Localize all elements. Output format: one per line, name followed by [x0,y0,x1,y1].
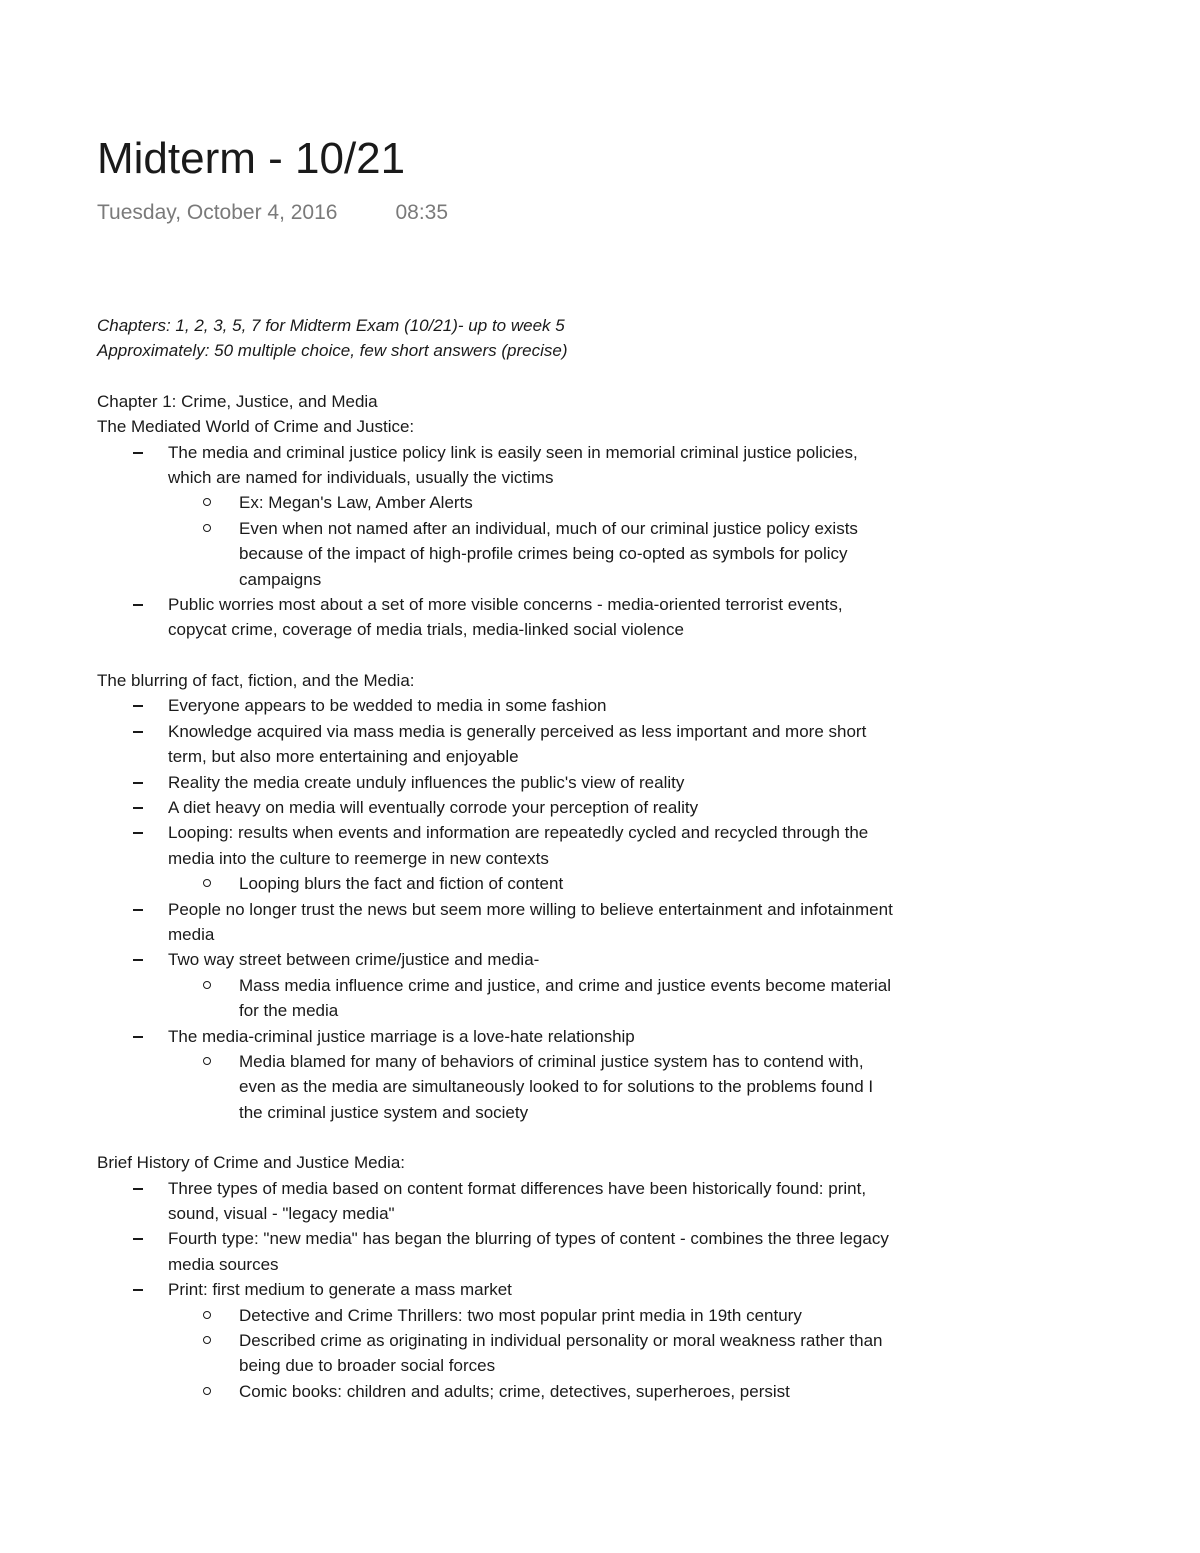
page-meta [97,198,448,228]
intro-line-2: Approximately: 50 multiple choice, few short answers (precise) [97,341,568,361]
list-item-text: People no longer trust the news but seem more willing to believe entertainment and infotainment media [168,899,893,944]
section-heading: The blurring of fact, fiction, and the Media: [97,670,415,690]
sub-bullet-list [168,871,897,896]
sub-list-item: Comic books: children and adults; crime, detectives, superheroes, persist [168,1379,897,1404]
sub-bullet-list [168,973,897,1024]
bullet-list [97,693,897,1125]
list-item-text: A diet heavy on media will eventually corrode your perception of reality [168,797,699,817]
bullet-list [97,440,897,643]
note-body [97,313,897,1404]
list-item-text: The media-criminal justice marriage is a love-hate relationship [168,1026,635,1046]
list-item-text: Public worries most about a set of more visible concerns - media-oriented terrorist events, copycat crime, coverage of media trials, media-linked social violence [168,595,843,640]
list-item [97,440,897,592]
page-date: Tuesday, October 4, 2016 [97,201,338,224]
list-item [97,820,897,896]
section-heading: The Mediated World of Crime and Justice: [97,417,415,437]
list-item-text: Three types of media based on content format differences have been historically found: print, sound, visual - "legacy media" [168,1178,867,1223]
list-item [97,947,897,1023]
list-item-text: Two way street between crime/justice and media- [168,950,540,970]
sub-list-item: Described crime as originating in individual personality or moral weakness rather than being due to broader social forces [168,1328,897,1379]
sub-bullet-list [168,490,897,592]
list-item [97,592,897,643]
bullet-list [97,1176,897,1405]
list-item-text: Looping: results when events and information are repeatedly cycled and recycled through the media into the culture to reemerge in new contexts [168,823,869,868]
sub-list-item: Mass media influence crime and justice, and crime and justice events become material for the media [168,973,897,1024]
page-time: 08:35 [395,201,449,224]
list-item [97,897,897,948]
sub-list-item: Media blamed for many of behaviors of criminal justice system has to contend with, even as the media are simultaneously looked to for solutions to the problems found I the criminal justice system and society [168,1049,897,1125]
intro-line-1: Chapters: 1, 2, 3, 5, 7 for Midterm Exam (10/21)- up to week 5 [97,316,565,335]
chapter-heading: Chapter 1: Crime, Justice, and Media [97,391,378,411]
page-title: Midterm - 10/21 [97,134,406,183]
sub-list-item: Detective and Crime Thrillers: two most popular print media in 19th century [168,1303,897,1328]
list-item-text: Knowledge acquired via mass media is generally perceived as less important and more short term, but also more entertaining and enjoyable [168,721,867,767]
list-item [97,1176,897,1227]
list-item-text: Reality the media create unduly influences the public's view of reality [168,772,685,792]
list-item-text: Fourth type: "new media" has began the blurring of types of content - combines the three legacy media sources [168,1229,889,1274]
sub-list-item: Ex: Megan's Law, Amber Alerts [168,490,897,515]
sub-list-item: Even when not named after an individual, much of our criminal justice policy exists because of the impact of high-profile crimes being co-opted as symbols for policy campaigns [168,516,897,592]
sub-list-item: Looping blurs the fact and fiction of content [168,871,897,896]
sub-bullet-list [168,1303,897,1405]
list-item-text: Print: first medium to generate a mass market [168,1280,512,1300]
list-item [97,693,897,718]
list-item [97,1024,897,1126]
list-item-text: The media and criminal justice policy link is easily seen in memorial criminal justice policies, which are named for individuals, usually the victims [168,442,858,488]
list-item [97,719,897,770]
section-heading: Brief History of Crime and Justice Media: [97,1153,405,1173]
sub-bullet-list [168,1049,897,1125]
list-item [97,1277,897,1404]
list-item-text: Everyone appears to be wedded to media in some fashion [168,696,607,716]
list-item [97,1226,897,1277]
list-item [97,770,897,795]
list-item [97,795,897,820]
